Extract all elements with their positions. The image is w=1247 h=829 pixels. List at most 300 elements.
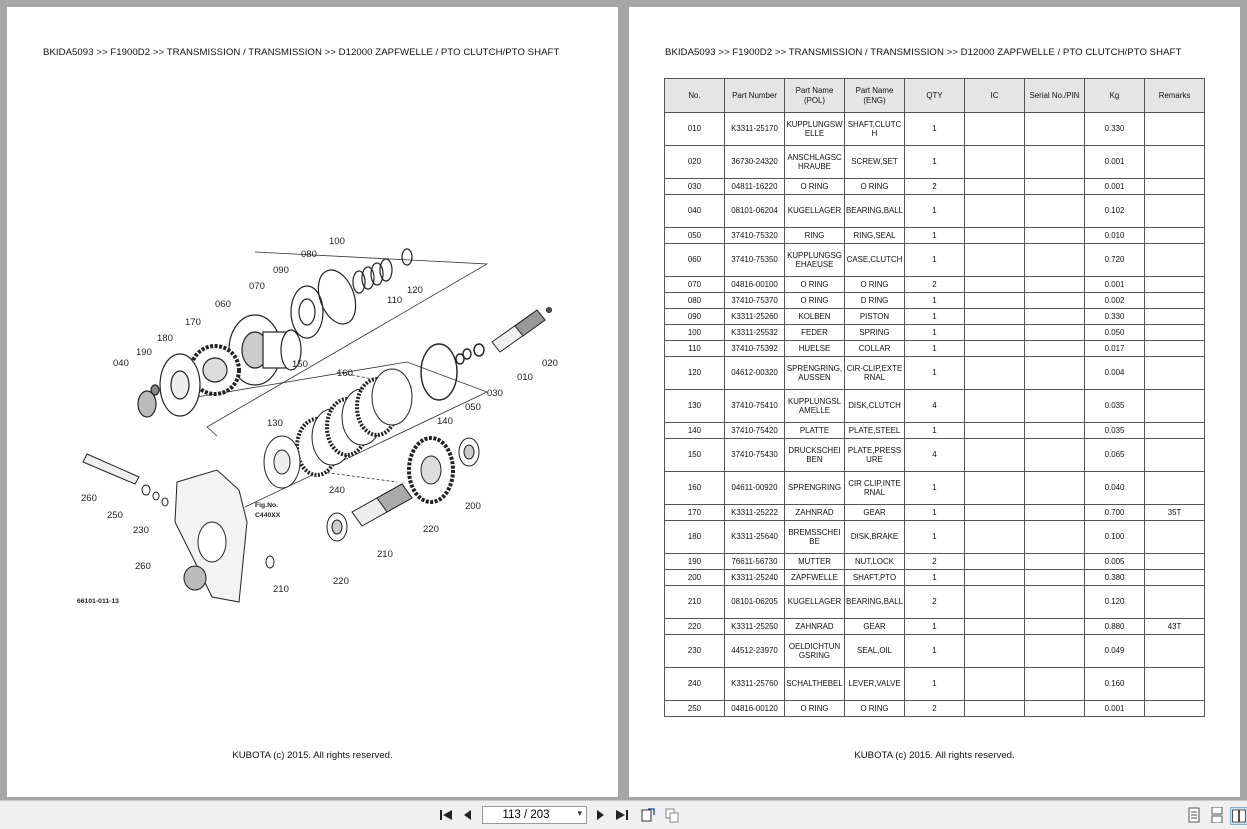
page-selector[interactable] — [482, 806, 587, 824]
cell-part-number: 04816-00100 — [725, 277, 785, 293]
cell-ic — [965, 228, 1025, 244]
cell-qty: 4 — [905, 439, 965, 472]
cell-qty: 1 — [905, 146, 965, 179]
table-row — [665, 113, 1205, 146]
cell-ic — [965, 195, 1025, 228]
cell-qty: 2 — [905, 277, 965, 293]
cell-serial — [1025, 325, 1085, 341]
continuous-view-icon[interactable] — [1209, 807, 1225, 823]
cell-serial — [1025, 293, 1085, 309]
cell-qty: 2 — [905, 701, 965, 717]
cell-qty: 2 — [905, 179, 965, 195]
cell-ic — [965, 293, 1025, 309]
cell-no: 210 — [665, 586, 725, 619]
cell-part-name-eng: GEAR — [845, 619, 905, 635]
table-row — [665, 668, 1205, 701]
cell-part-number: K3311-25240 — [725, 570, 785, 586]
cell-qty: 1 — [905, 293, 965, 309]
table-row — [665, 586, 1205, 619]
cell-remarks — [1145, 277, 1205, 293]
first-page-icon[interactable] — [438, 807, 454, 823]
cell-part-number: 04811-16220 — [725, 179, 785, 195]
cell-serial — [1025, 586, 1085, 619]
cell-serial — [1025, 635, 1085, 668]
table-row — [665, 554, 1205, 570]
cell-remarks — [1145, 293, 1205, 309]
cell-no: 240 — [665, 668, 725, 701]
callout-180: 180 — [157, 333, 173, 344]
callout-030: 030 — [487, 388, 503, 399]
cell-part-name-eng: O RING — [845, 179, 905, 195]
callout-250: 230 — [133, 525, 149, 536]
cell-no: 050 — [665, 228, 725, 244]
cell-ic — [965, 244, 1025, 277]
callout-190: 190 — [136, 347, 152, 358]
callout-160: 140 — [437, 416, 453, 427]
cell-ic — [965, 668, 1025, 701]
cell-part-number: 37410-75350 — [725, 244, 785, 277]
cell-no: 250 — [665, 701, 725, 717]
cell-remarks — [1145, 472, 1205, 505]
cell-part-number: K3311-25222 — [725, 505, 785, 521]
table-header-row — [665, 79, 1205, 113]
cell-serial — [1025, 113, 1085, 146]
next-page-icon[interactable] — [592, 807, 608, 823]
cell-part-name-eng: SCREW,SET — [845, 146, 905, 179]
cell-kg: 0.880 — [1085, 619, 1145, 635]
cell-no: 200 — [665, 570, 725, 586]
header-part-name-eng: Part Name (ENG) — [845, 79, 905, 113]
cell-part-number: 08101-06205 — [725, 586, 785, 619]
cell-kg: 0.700 — [1085, 505, 1145, 521]
cell-remarks: 43T — [1145, 619, 1205, 635]
cell-serial — [1025, 390, 1085, 423]
table-row — [665, 341, 1205, 357]
cell-qty: 2 — [905, 586, 965, 619]
cell-part-number: K3311-25170 — [725, 113, 785, 146]
cell-part-name-eng: LEVER,VALVE — [845, 668, 905, 701]
cell-serial — [1025, 554, 1085, 570]
cell-serial — [1025, 357, 1085, 390]
table-row — [665, 325, 1205, 341]
header-remarks: Remarks — [1145, 79, 1205, 113]
cell-qty: 1 — [905, 619, 965, 635]
cell-no: 170 — [665, 505, 725, 521]
cell-part-name-eng: SHAFT,CLUTCH — [845, 113, 905, 146]
table-row — [665, 619, 1205, 635]
cell-part-name-pol: KUPPLUNGSGEHAEUSE — [785, 244, 845, 277]
breadcrumb: BKIDA5093 >> F1900D2 >> TRANSMISSION / TRANSMISSION >> D12000 ZAPFWELLE / PTO CLUTCH/PTO SHAFT — [665, 47, 1182, 58]
cell-part-name-pol: DRUCKSCHEIBEN — [785, 439, 845, 472]
cell-part-name-pol: SCHALTHEBEL — [785, 668, 845, 701]
cell-part-name-pol: OELDICHTUNGSRING — [785, 635, 845, 668]
cell-kg: 0.040 — [1085, 472, 1145, 505]
cell-part-name-eng: SPRING — [845, 325, 905, 341]
cell-part-name-eng: COLLAR — [845, 341, 905, 357]
cell-remarks — [1145, 195, 1205, 228]
cell-part-number: 36730-24320 — [725, 146, 785, 179]
cell-kg: 0.065 — [1085, 439, 1145, 472]
cell-qty: 1 — [905, 357, 965, 390]
cell-qty: 1 — [905, 341, 965, 357]
cell-remarks — [1145, 423, 1205, 439]
cell-ic — [965, 309, 1025, 325]
cell-part-name-pol: KUGELLAGER — [785, 586, 845, 619]
cell-serial — [1025, 505, 1085, 521]
cell-no: 030 — [665, 179, 725, 195]
callout-080: 080 — [301, 249, 317, 260]
cell-qty: 1 — [905, 505, 965, 521]
cell-no: 120 — [665, 357, 725, 390]
callout-060: 060 — [215, 299, 231, 310]
cell-serial — [1025, 244, 1085, 277]
cell-serial — [1025, 472, 1085, 505]
cell-part-name-pol: HUELSE — [785, 341, 845, 357]
cell-no: 140 — [665, 423, 725, 439]
callout-200: 210 — [377, 549, 393, 560]
callout-230: 260 — [135, 561, 151, 572]
cell-part-name-pol: O RING — [785, 293, 845, 309]
callout-120: 120 — [407, 285, 423, 296]
footer-copyright: KUBOTA (c) 2015. All rights reserved. — [854, 750, 1015, 761]
cell-kg: 0.002 — [1085, 293, 1145, 309]
callout-040: 040 — [113, 358, 129, 369]
page-indicator: 113 / 203 — [502, 809, 550, 821]
cell-ic — [965, 113, 1025, 146]
cell-remarks — [1145, 113, 1205, 146]
cell-ic — [965, 472, 1025, 505]
cell-no: 110 — [665, 341, 725, 357]
cell-kg: 0.001 — [1085, 277, 1145, 293]
table-row — [665, 439, 1205, 472]
cell-no: 190 — [665, 554, 725, 570]
table-row — [665, 423, 1205, 439]
header-serial: Serial No./PIN — [1025, 79, 1085, 113]
cell-kg: 0.160 — [1085, 668, 1145, 701]
cell-part-name-pol: KUPPLUNGSWELLE — [785, 113, 845, 146]
cell-ic — [965, 619, 1025, 635]
viewer-toolbar — [0, 800, 1247, 829]
cell-remarks — [1145, 244, 1205, 277]
cell-part-name-pol: MUTTER — [785, 554, 845, 570]
cell-serial — [1025, 228, 1085, 244]
table-row — [665, 309, 1205, 325]
cell-kg: 0.100 — [1085, 521, 1145, 554]
cell-part-name-eng: D RING — [845, 293, 905, 309]
cell-remarks — [1145, 309, 1205, 325]
cell-qty: 1 — [905, 309, 965, 325]
cell-serial — [1025, 668, 1085, 701]
cell-part-name-pol: SPRENGRING,AUSSEN — [785, 357, 845, 390]
cell-part-number: 37410-75410 — [725, 390, 785, 423]
cell-part-name-eng: DISK,BRAKE — [845, 521, 905, 554]
cell-no: 180 — [665, 521, 725, 554]
fig-code: C440XX — [255, 512, 281, 519]
cell-part-name-pol: ZAHNRAD — [785, 619, 845, 635]
cell-no: 040 — [665, 195, 725, 228]
cell-ic — [965, 357, 1025, 390]
header-ic: IC — [965, 79, 1025, 113]
table-row — [665, 293, 1205, 309]
callout-050: 050 — [465, 402, 481, 413]
cell-kg: 0.120 — [1085, 586, 1145, 619]
cell-no: 130 — [665, 390, 725, 423]
callout-010: 010 — [517, 372, 533, 383]
cell-part-number: 37410-75430 — [725, 439, 785, 472]
cell-ic — [965, 146, 1025, 179]
cell-remarks — [1145, 521, 1205, 554]
cell-qty: 1 — [905, 570, 965, 586]
cell-serial — [1025, 195, 1085, 228]
cell-serial — [1025, 570, 1085, 586]
cell-qty: 4 — [905, 390, 965, 423]
cell-no: 070 — [665, 277, 725, 293]
table-row — [665, 146, 1205, 179]
callout-070b: 150 — [292, 359, 308, 370]
callout-210b: 220 — [333, 576, 349, 587]
cell-kg: 0.010 — [1085, 228, 1145, 244]
cell-part-name-pol: KUGELLAGER — [785, 195, 845, 228]
cell-serial — [1025, 521, 1085, 554]
cell-kg: 0.050 — [1085, 325, 1145, 341]
cell-part-number: 04611-00920 — [725, 472, 785, 505]
document-page-right — [629, 7, 1240, 797]
cell-qty: 1 — [905, 423, 965, 439]
cell-remarks — [1145, 635, 1205, 668]
callout-130: 240 — [329, 485, 345, 496]
cell-part-number: K3311-25260 — [725, 309, 785, 325]
callout-090: 090 — [273, 265, 289, 276]
cell-part-name-eng: CASE,CLUTCH — [845, 244, 905, 277]
callout-170: 170 — [185, 317, 201, 328]
cell-kg: 0.102 — [1085, 195, 1145, 228]
chevron-down-icon: ▾ — [577, 808, 582, 818]
cell-qty: 2 — [905, 554, 965, 570]
cell-qty: 1 — [905, 668, 965, 701]
cell-part-name-eng: O RING — [845, 701, 905, 717]
cell-ic — [965, 423, 1025, 439]
cell-kg: 0.004 — [1085, 357, 1145, 390]
cell-no: 090 — [665, 309, 725, 325]
table-row — [665, 570, 1205, 586]
cell-part-name-pol: KOLBEN — [785, 309, 845, 325]
cell-part-number: 37410-75370 — [725, 293, 785, 309]
cell-part-name-eng: GEAR — [845, 505, 905, 521]
cell-remarks — [1145, 325, 1205, 341]
cell-remarks — [1145, 357, 1205, 390]
cell-part-name-eng: SHAFT,PTO — [845, 570, 905, 586]
cell-part-number: 08101-06204 — [725, 195, 785, 228]
cell-part-number: K3311-25760 — [725, 668, 785, 701]
cell-qty: 1 — [905, 244, 965, 277]
cell-no: 230 — [665, 635, 725, 668]
cell-ic — [965, 325, 1025, 341]
cell-part-name-pol: RING — [785, 228, 845, 244]
cell-serial — [1025, 146, 1085, 179]
cell-part-number: K3311-25532 — [725, 325, 785, 341]
cell-no: 160 — [665, 472, 725, 505]
cell-kg: 0.035 — [1085, 390, 1145, 423]
copy-icon[interactable] — [664, 807, 680, 823]
callout-100: 100 — [329, 236, 345, 247]
cell-part-name-pol: PLATTE — [785, 423, 845, 439]
cell-serial — [1025, 439, 1085, 472]
cell-ic — [965, 570, 1025, 586]
cell-ic — [965, 277, 1025, 293]
callout-260b: 210 — [273, 584, 289, 595]
cell-ic — [965, 701, 1025, 717]
cell-ic — [965, 439, 1025, 472]
callout-210: 200 — [465, 501, 481, 512]
cell-part-name-eng: SEAL,OIL — [845, 635, 905, 668]
cell-ic — [965, 635, 1025, 668]
cell-no: 080 — [665, 293, 725, 309]
cell-kg: 0.330 — [1085, 309, 1145, 325]
cell-qty: 1 — [905, 635, 965, 668]
callout-070: 070 — [249, 281, 265, 292]
cell-part-name-pol: SPRENGRING — [785, 472, 845, 505]
fig-label: Fig.No. — [255, 502, 279, 509]
cell-part-number: 76611-56730 — [725, 554, 785, 570]
cell-kg: 0.001 — [1085, 701, 1145, 717]
cell-part-name-eng: PLATE,PRESSURE — [845, 439, 905, 472]
cell-qty: 1 — [905, 113, 965, 146]
table-row — [665, 472, 1205, 505]
header-part-name-pol: Part Name (POL) — [785, 79, 845, 113]
two-page-view-icon[interactable] — [1230, 807, 1247, 825]
cell-part-name-pol: O RING — [785, 701, 845, 717]
cell-remarks — [1145, 701, 1205, 717]
cell-remarks — [1145, 668, 1205, 701]
cell-serial — [1025, 179, 1085, 195]
previous-page-icon[interactable] — [460, 807, 476, 823]
callout-020: 020 — [542, 358, 558, 369]
callout-240: 260 — [81, 493, 97, 504]
header-part-number: Part Number — [725, 79, 785, 113]
cell-kg: 0.017 — [1085, 341, 1145, 357]
table-row — [665, 195, 1205, 228]
parts-table — [664, 78, 1205, 717]
cell-part-number: K3311-25250 — [725, 619, 785, 635]
cell-part-name-eng: PLATE,STEEL — [845, 423, 905, 439]
cell-qty: 1 — [905, 195, 965, 228]
table-row — [665, 635, 1205, 668]
cell-remarks — [1145, 179, 1205, 195]
cell-part-name-eng: BEARING,BALL — [845, 586, 905, 619]
table-row — [665, 701, 1205, 717]
cell-serial — [1025, 701, 1085, 717]
cell-kg: 0.005 — [1085, 554, 1145, 570]
cell-kg: 0.001 — [1085, 179, 1145, 195]
cell-serial — [1025, 341, 1085, 357]
cell-part-name-eng: NUT,LOCK — [845, 554, 905, 570]
cell-ic — [965, 554, 1025, 570]
table-row — [665, 179, 1205, 195]
cell-part-name-eng: PISTON — [845, 309, 905, 325]
last-page-icon[interactable] — [614, 807, 630, 823]
cell-part-name-pol: BREMSSCHEIBE — [785, 521, 845, 554]
table-row — [665, 277, 1205, 293]
callout-110: 110 — [387, 295, 403, 306]
cell-part-name-eng: O RING — [845, 277, 905, 293]
cell-part-name-pol: FEDER — [785, 325, 845, 341]
cell-kg: 0.330 — [1085, 113, 1145, 146]
cell-part-number: K3311-25640 — [725, 521, 785, 554]
cell-part-name-eng: DISK,CLUTCH — [845, 390, 905, 423]
header-no: No. — [665, 79, 725, 113]
cell-remarks — [1145, 390, 1205, 423]
cell-ic — [965, 341, 1025, 357]
breadcrumb: BKIDA5093 >> F1900D2 >> TRANSMISSION / TRANSMISSION >> D12000 ZAPFWELLE / PTO CLUTCH/PTO SHAFT — [43, 47, 560, 58]
cell-remarks — [1145, 570, 1205, 586]
cell-ic — [965, 179, 1025, 195]
cell-part-name-pol: ZAHNRAD — [785, 505, 845, 521]
table-body — [665, 113, 1205, 717]
cell-qty: 1 — [905, 228, 965, 244]
cell-ic — [965, 390, 1025, 423]
cell-no: 220 — [665, 619, 725, 635]
cell-remarks: 35T — [1145, 505, 1205, 521]
drawing-number: 66101-011-13 — [77, 598, 119, 605]
table-row — [665, 244, 1205, 277]
cell-serial — [1025, 277, 1085, 293]
cell-remarks — [1145, 439, 1205, 472]
header-kg: Kg — [1085, 79, 1145, 113]
cell-serial — [1025, 423, 1085, 439]
cell-ic — [965, 505, 1025, 521]
cell-no: 020 — [665, 146, 725, 179]
cell-part-name-eng: RING,SEAL — [845, 228, 905, 244]
cell-part-name-pol: ZAPFWELLE — [785, 570, 845, 586]
cell-qty: 1 — [905, 325, 965, 341]
cell-ic — [965, 521, 1025, 554]
rotate-icon[interactable] — [640, 807, 656, 823]
cell-qty: 1 — [905, 472, 965, 505]
single-page-view-icon[interactable] — [1186, 807, 1202, 823]
cell-kg: 0.001 — [1085, 146, 1145, 179]
callout-140: 130 — [267, 418, 283, 429]
cell-part-number: 37410-75392 — [725, 341, 785, 357]
cell-no: 150 — [665, 439, 725, 472]
cell-ic — [965, 586, 1025, 619]
cell-remarks — [1145, 146, 1205, 179]
cell-qty: 1 — [905, 521, 965, 554]
cell-part-name-eng: CIR-CLIP,EXTERNAL — [845, 357, 905, 390]
cell-part-name-pol: O RING — [785, 179, 845, 195]
exploded-parts-diagram — [67, 222, 567, 617]
cell-part-name-eng: BEARING,BALL — [845, 195, 905, 228]
cell-part-number: 04816-00120 — [725, 701, 785, 717]
cell-kg: 0.380 — [1085, 570, 1145, 586]
callout-260: 250 — [107, 510, 123, 521]
cell-part-name-eng: CIR CLIP,INTERNAL — [845, 472, 905, 505]
cell-kg: 0.035 — [1085, 423, 1145, 439]
header-qty: QTY — [905, 79, 965, 113]
callout-220: 220 — [423, 524, 439, 535]
table-row — [665, 505, 1205, 521]
cell-part-name-pol: O RING — [785, 277, 845, 293]
cell-remarks — [1145, 228, 1205, 244]
cell-serial — [1025, 309, 1085, 325]
table-row — [665, 390, 1205, 423]
callout-150: 160 — [337, 368, 353, 379]
cell-remarks — [1145, 341, 1205, 357]
cell-serial — [1025, 619, 1085, 635]
footer-copyright: KUBOTA (c) 2015. All rights reserved. — [232, 750, 393, 761]
document-page-left — [7, 7, 618, 797]
cell-no: 100 — [665, 325, 725, 341]
cell-remarks — [1145, 554, 1205, 570]
